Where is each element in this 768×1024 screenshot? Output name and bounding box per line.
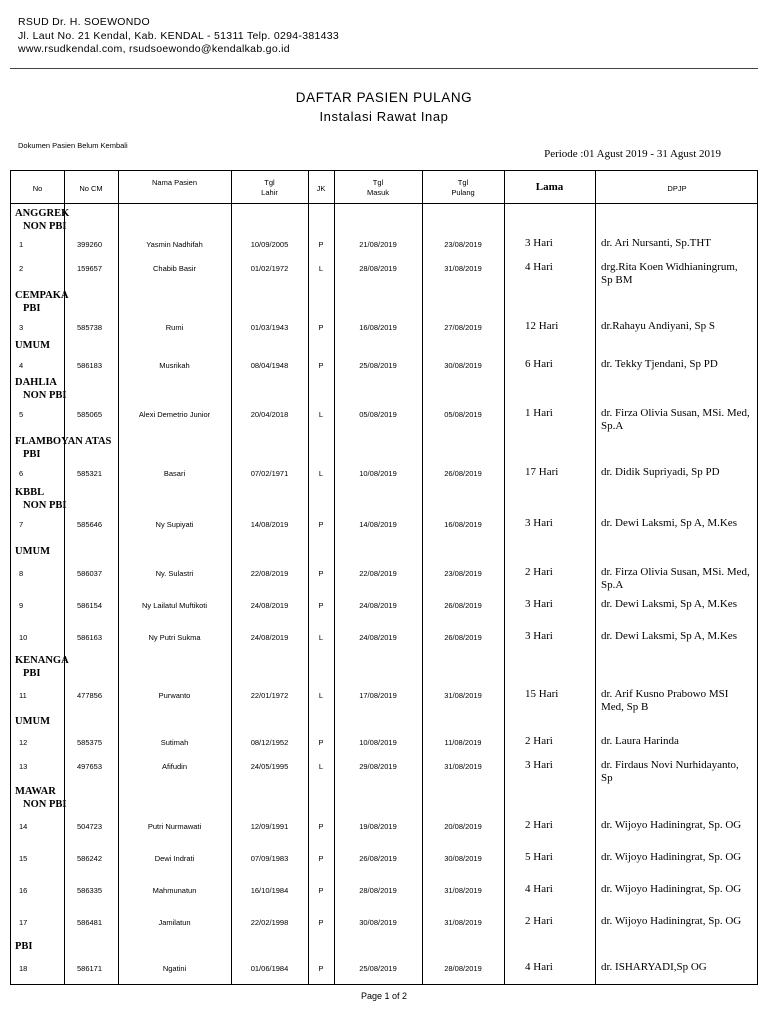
row-tgl-pulang: 23/08/2019	[444, 569, 482, 578]
row-no: 14	[19, 822, 28, 831]
row-jk: P	[318, 918, 324, 927]
row-tgl-pulang: 31/08/2019	[444, 691, 482, 700]
row-tgl-masuk: 19/08/2019	[359, 822, 397, 831]
group-label: PBI	[23, 668, 41, 679]
row-jk: P	[318, 964, 324, 973]
row-tgl-lahir: 24/08/2019	[250, 601, 289, 610]
row-tgl-pulang: 26/08/2019	[444, 469, 482, 478]
row-dpjp: dr. Arif Kusno Prabowo MSI Med, Sp B	[601, 688, 729, 713]
row-nocm: 585738	[77, 323, 103, 332]
row-no: 8	[19, 569, 24, 578]
row-tgl-masuk: 17/08/2019	[359, 691, 397, 700]
group-label: NON PBI	[23, 390, 67, 401]
row-no: 5	[19, 410, 24, 419]
row-lama: 3 Hari	[525, 630, 553, 642]
hospital-contact: www.rsudkendal.com, rsudsoewondo@kendalkab.go.id	[18, 43, 290, 55]
header-row-divider	[11, 203, 757, 204]
row-dpjp: dr. Dewi Laksmi, Sp A, M.Kes	[601, 598, 737, 610]
row-dpjp: drg.Rita Koen Widhianingrum, Sp BM	[601, 261, 738, 286]
group-label: PBI	[23, 449, 41, 460]
row-nocm: 585646	[77, 520, 103, 529]
row-nama: Mahmunatun	[152, 886, 197, 895]
row-jk: P	[318, 822, 324, 831]
row-nocm: 399260	[77, 240, 103, 249]
row-dpjp: dr. Ari Nursanti, Sp.THT	[601, 237, 711, 249]
period: Periode :01 Agust 2019 - 31 Agust 2019	[544, 148, 721, 160]
row-jk: P	[318, 886, 324, 895]
row-tgl-masuk: 24/08/2019	[359, 633, 397, 642]
row-tgl-lahir: 14/08/2019	[250, 520, 289, 529]
group-label: UMUM	[15, 340, 50, 351]
row-tgl-pulang: 11/08/2019	[444, 738, 482, 747]
row-nama: Basari	[163, 469, 186, 478]
group-label: PBI	[23, 303, 41, 314]
row-dpjp: dr. Dewi Laksmi, Sp A, M.Kes	[601, 630, 737, 642]
row-nocm: 586163	[77, 633, 103, 642]
hospital-name: RSUD Dr. H. SOEWONDO	[18, 16, 151, 28]
row-lama: 2 Hari	[525, 735, 553, 747]
group-label: CEMPAKA	[15, 290, 69, 301]
row-tgl-lahir: 22/01/1972	[250, 691, 289, 700]
page-footer: Page 1 of 2	[360, 991, 408, 1001]
group-label: NON PBI	[23, 799, 67, 810]
row-tgl-lahir: 01/03/1943	[250, 323, 289, 332]
row-jk: P	[318, 738, 324, 747]
row-dpjp: dr. Didik Supriyadi, Sp PD	[601, 466, 720, 478]
row-nocm: 159657	[77, 264, 103, 273]
col-header-tgl-pulang: Tgl Pulang	[451, 178, 475, 197]
row-no: 13	[19, 762, 28, 771]
group-label: NON PBI	[23, 221, 67, 232]
row-jk: L	[318, 762, 324, 771]
row-jk: P	[318, 569, 324, 578]
row-nocm: 586481	[77, 918, 103, 927]
row-tgl-masuk: 05/08/2019	[359, 410, 397, 419]
row-jk: P	[318, 240, 324, 249]
col-header-no: No	[32, 184, 43, 193]
row-tgl-masuk: 14/08/2019	[359, 520, 397, 529]
row-tgl-lahir: 20/04/2018	[250, 410, 289, 419]
row-tgl-pulang: 31/08/2019	[444, 918, 482, 927]
row-nocm: 586242	[77, 854, 103, 863]
row-tgl-pulang: 26/08/2019	[444, 633, 482, 642]
row-no: 6	[19, 469, 24, 478]
col-header-tgl-lahir: Tgl Lahir	[261, 178, 278, 197]
row-dpjp: dr. ISHARYADI,Sp OG	[601, 961, 707, 973]
col-divider	[504, 171, 505, 984]
row-no: 7	[19, 520, 24, 529]
row-tgl-pulang: 30/08/2019	[444, 361, 482, 370]
row-nama: Musrikah	[159, 361, 190, 370]
row-jk: P	[318, 854, 324, 863]
row-jk: P	[318, 323, 324, 332]
row-no: 10	[19, 633, 28, 642]
row-jk: P	[318, 361, 324, 370]
group-label: FLAMBOYAN ATAS	[15, 436, 112, 447]
row-nocm: 585375	[77, 738, 103, 747]
col-header-dpjp: DPJP	[667, 184, 687, 193]
col-header-jk: JK	[316, 184, 326, 193]
row-nocm: 477856	[77, 691, 103, 700]
row-tgl-lahir: 12/09/1991	[250, 822, 289, 831]
row-lama: 17 Hari	[525, 466, 559, 478]
row-dpjp: dr. Firza Olivia Susan, MSi. Med, Sp.A	[601, 407, 750, 432]
row-no: 12	[19, 738, 28, 747]
group-label: UMUM	[15, 716, 50, 727]
row-tgl-masuk: 28/08/2019	[359, 264, 397, 273]
row-nama: Dewi Indrati	[154, 854, 195, 863]
row-tgl-lahir: 01/02/1972	[250, 264, 289, 273]
row-nama: Ny Supiyati	[155, 520, 194, 529]
col-header-tgl-masuk: Tgl Masuk	[366, 178, 390, 197]
row-lama: 2 Hari	[525, 819, 553, 831]
row-tgl-lahir: 22/02/1998	[250, 918, 289, 927]
row-tgl-lahir: 24/08/2019	[250, 633, 289, 642]
row-tgl-masuk: 30/08/2019	[359, 918, 397, 927]
row-nocm: 586335	[77, 886, 103, 895]
row-no: 3	[19, 323, 24, 332]
row-nocm: 586183	[77, 361, 103, 370]
row-tgl-pulang: 31/08/2019	[444, 886, 482, 895]
row-tgl-lahir: 08/12/1952	[250, 738, 289, 747]
row-nama: Alexi Demetrio Junior	[138, 410, 211, 419]
row-lama: 4 Hari	[525, 261, 553, 273]
row-dpjp: dr. Firza Olivia Susan, MSi. Med, Sp.A	[601, 566, 750, 591]
row-dpjp: dr. Wijoyo Hadiningrat, Sp. OG	[601, 819, 742, 831]
row-tgl-masuk: 25/08/2019	[359, 361, 397, 370]
row-nama: Ny Lailatul Muftikoti	[141, 601, 208, 610]
row-tgl-masuk: 25/08/2019	[359, 964, 397, 973]
group-label: MAWAR	[15, 786, 56, 797]
row-tgl-pulang: 31/08/2019	[444, 264, 482, 273]
row-tgl-masuk: 22/08/2019	[359, 569, 397, 578]
row-lama: 15 Hari	[525, 688, 559, 700]
row-lama: 3 Hari	[525, 598, 553, 610]
group-label: KENANGA	[15, 655, 69, 666]
row-lama: 6 Hari	[525, 358, 553, 370]
row-tgl-masuk: 29/08/2019	[359, 762, 397, 771]
row-tgl-masuk: 21/08/2019	[359, 240, 397, 249]
row-lama: 2 Hari	[525, 566, 553, 578]
row-tgl-masuk: 10/08/2019	[359, 469, 397, 478]
row-tgl-lahir: 08/04/1948	[250, 361, 289, 370]
row-jk: L	[318, 691, 324, 700]
row-tgl-pulang: 20/08/2019	[444, 822, 482, 831]
row-no: 4	[19, 361, 24, 370]
row-nocm: 504723	[77, 822, 103, 831]
row-nama: Ny. Sulastri	[155, 569, 194, 578]
row-nama: Putri Nurmawati	[147, 822, 202, 831]
row-lama: 4 Hari	[525, 961, 553, 973]
row-nocm: 586171	[77, 964, 103, 973]
document-note: Dokumen Pasien Belum Kembali	[18, 141, 128, 150]
row-tgl-lahir: 16/10/1984	[250, 886, 289, 895]
row-no: 18	[19, 964, 28, 973]
row-no: 1	[19, 240, 24, 249]
report-subtitle: Instalasi Rawat Inap	[319, 109, 449, 124]
row-tgl-pulang: 30/08/2019	[444, 854, 482, 863]
row-dpjp: dr. Wijoyo Hadiningrat, Sp. OG	[601, 915, 742, 927]
row-no: 9	[19, 601, 24, 610]
col-header-nama: Nama Pasien	[151, 178, 198, 187]
row-tgl-pulang: 16/08/2019	[444, 520, 482, 529]
row-lama: 3 Hari	[525, 237, 553, 249]
row-dpjp: dr. Laura Harinda	[601, 735, 679, 747]
row-jk: L	[318, 633, 324, 642]
row-jk: P	[318, 520, 324, 529]
row-tgl-masuk: 16/08/2019	[359, 323, 397, 332]
row-tgl-masuk: 28/08/2019	[359, 886, 397, 895]
col-header-lama: Lama	[535, 181, 564, 193]
group-label: ANGGREK	[15, 208, 70, 219]
row-no: 11	[19, 691, 27, 700]
row-tgl-pulang: 23/08/2019	[444, 240, 482, 249]
row-tgl-masuk: 24/08/2019	[359, 601, 397, 610]
row-tgl-lahir: 22/08/2019	[250, 569, 289, 578]
row-nama: Afifudin	[161, 762, 188, 771]
row-lama: 5 Hari	[525, 851, 553, 863]
row-jk: P	[318, 601, 324, 610]
row-nama: Jamilatun	[158, 918, 191, 927]
row-nama: Sutimah	[160, 738, 189, 747]
row-nama: Purwanto	[158, 691, 191, 700]
row-tgl-pulang: 31/08/2019	[444, 762, 482, 771]
row-nama: Ny Putri Sukma	[148, 633, 201, 642]
group-label: UMUM	[15, 546, 50, 557]
row-lama: 2 Hari	[525, 915, 553, 927]
row-no: 15	[19, 854, 28, 863]
group-label: NON PBI	[23, 500, 67, 511]
patient-table	[10, 170, 758, 985]
hospital-address: Jl. Laut No. 21 Kendal, Kab. KENDAL - 51311 Telp. 0294-381433	[18, 30, 340, 42]
row-dpjp: dr. Tekky Tjendani, Sp PD	[601, 358, 718, 370]
row-no: 16	[19, 886, 28, 895]
row-tgl-lahir: 07/09/1983	[250, 854, 289, 863]
col-divider	[595, 171, 596, 984]
row-jk: L	[318, 410, 324, 419]
row-dpjp: dr. Wijoyo Hadiningrat, Sp. OG	[601, 883, 742, 895]
row-tgl-lahir: 01/06/1984	[250, 964, 289, 973]
row-dpjp: dr.Rahayu Andiyani, Sp S	[601, 320, 715, 332]
row-dpjp: dr. Firdaus Novi Nurhidayanto, Sp	[601, 759, 739, 784]
row-tgl-pulang: 28/08/2019	[444, 964, 482, 973]
group-label: PBI	[15, 941, 33, 952]
row-tgl-lahir: 07/02/1971	[250, 469, 289, 478]
group-label: DAHLIA	[15, 377, 58, 388]
group-label: KBBL	[15, 487, 45, 498]
row-lama: 3 Hari	[525, 517, 553, 529]
row-dpjp: dr. Dewi Laksmi, Sp A, M.Kes	[601, 517, 737, 529]
row-tgl-pulang: 05/08/2019	[444, 410, 482, 419]
row-jk: L	[318, 264, 324, 273]
row-nama: Chabib Basir	[153, 264, 196, 273]
row-dpjp: dr. Wijoyo Hadiningrat, Sp. OG	[601, 851, 742, 863]
row-tgl-masuk: 10/08/2019	[359, 738, 397, 747]
col-header-nocm: No CM	[79, 184, 103, 193]
row-tgl-lahir: 10/09/2005	[250, 240, 289, 249]
row-no: 2	[19, 264, 24, 273]
row-lama: 4 Hari	[525, 883, 553, 895]
row-no: 17	[19, 918, 28, 927]
row-lama: 12 Hari	[525, 320, 559, 332]
report-title: DAFTAR PASIEN PULANG	[295, 90, 473, 105]
row-lama: 3 Hari	[525, 759, 553, 771]
row-nocm: 497653	[77, 762, 103, 771]
header-divider	[10, 68, 758, 69]
row-lama: 1 Hari	[525, 407, 553, 419]
row-nama: Yasmin Nadhifah	[146, 240, 203, 249]
row-nocm: 585321	[77, 469, 103, 478]
row-nocm: 585065	[77, 410, 103, 419]
row-nama: Ngatini	[162, 964, 187, 973]
row-tgl-lahir: 24/05/1995	[250, 762, 289, 771]
row-tgl-masuk: 26/08/2019	[359, 854, 397, 863]
row-tgl-pulang: 27/08/2019	[444, 323, 482, 332]
row-nocm: 586154	[77, 601, 103, 610]
row-nocm: 586037	[77, 569, 103, 578]
row-jk: L	[318, 469, 324, 478]
row-nama: Rumi	[165, 323, 184, 332]
row-tgl-pulang: 26/08/2019	[444, 601, 482, 610]
